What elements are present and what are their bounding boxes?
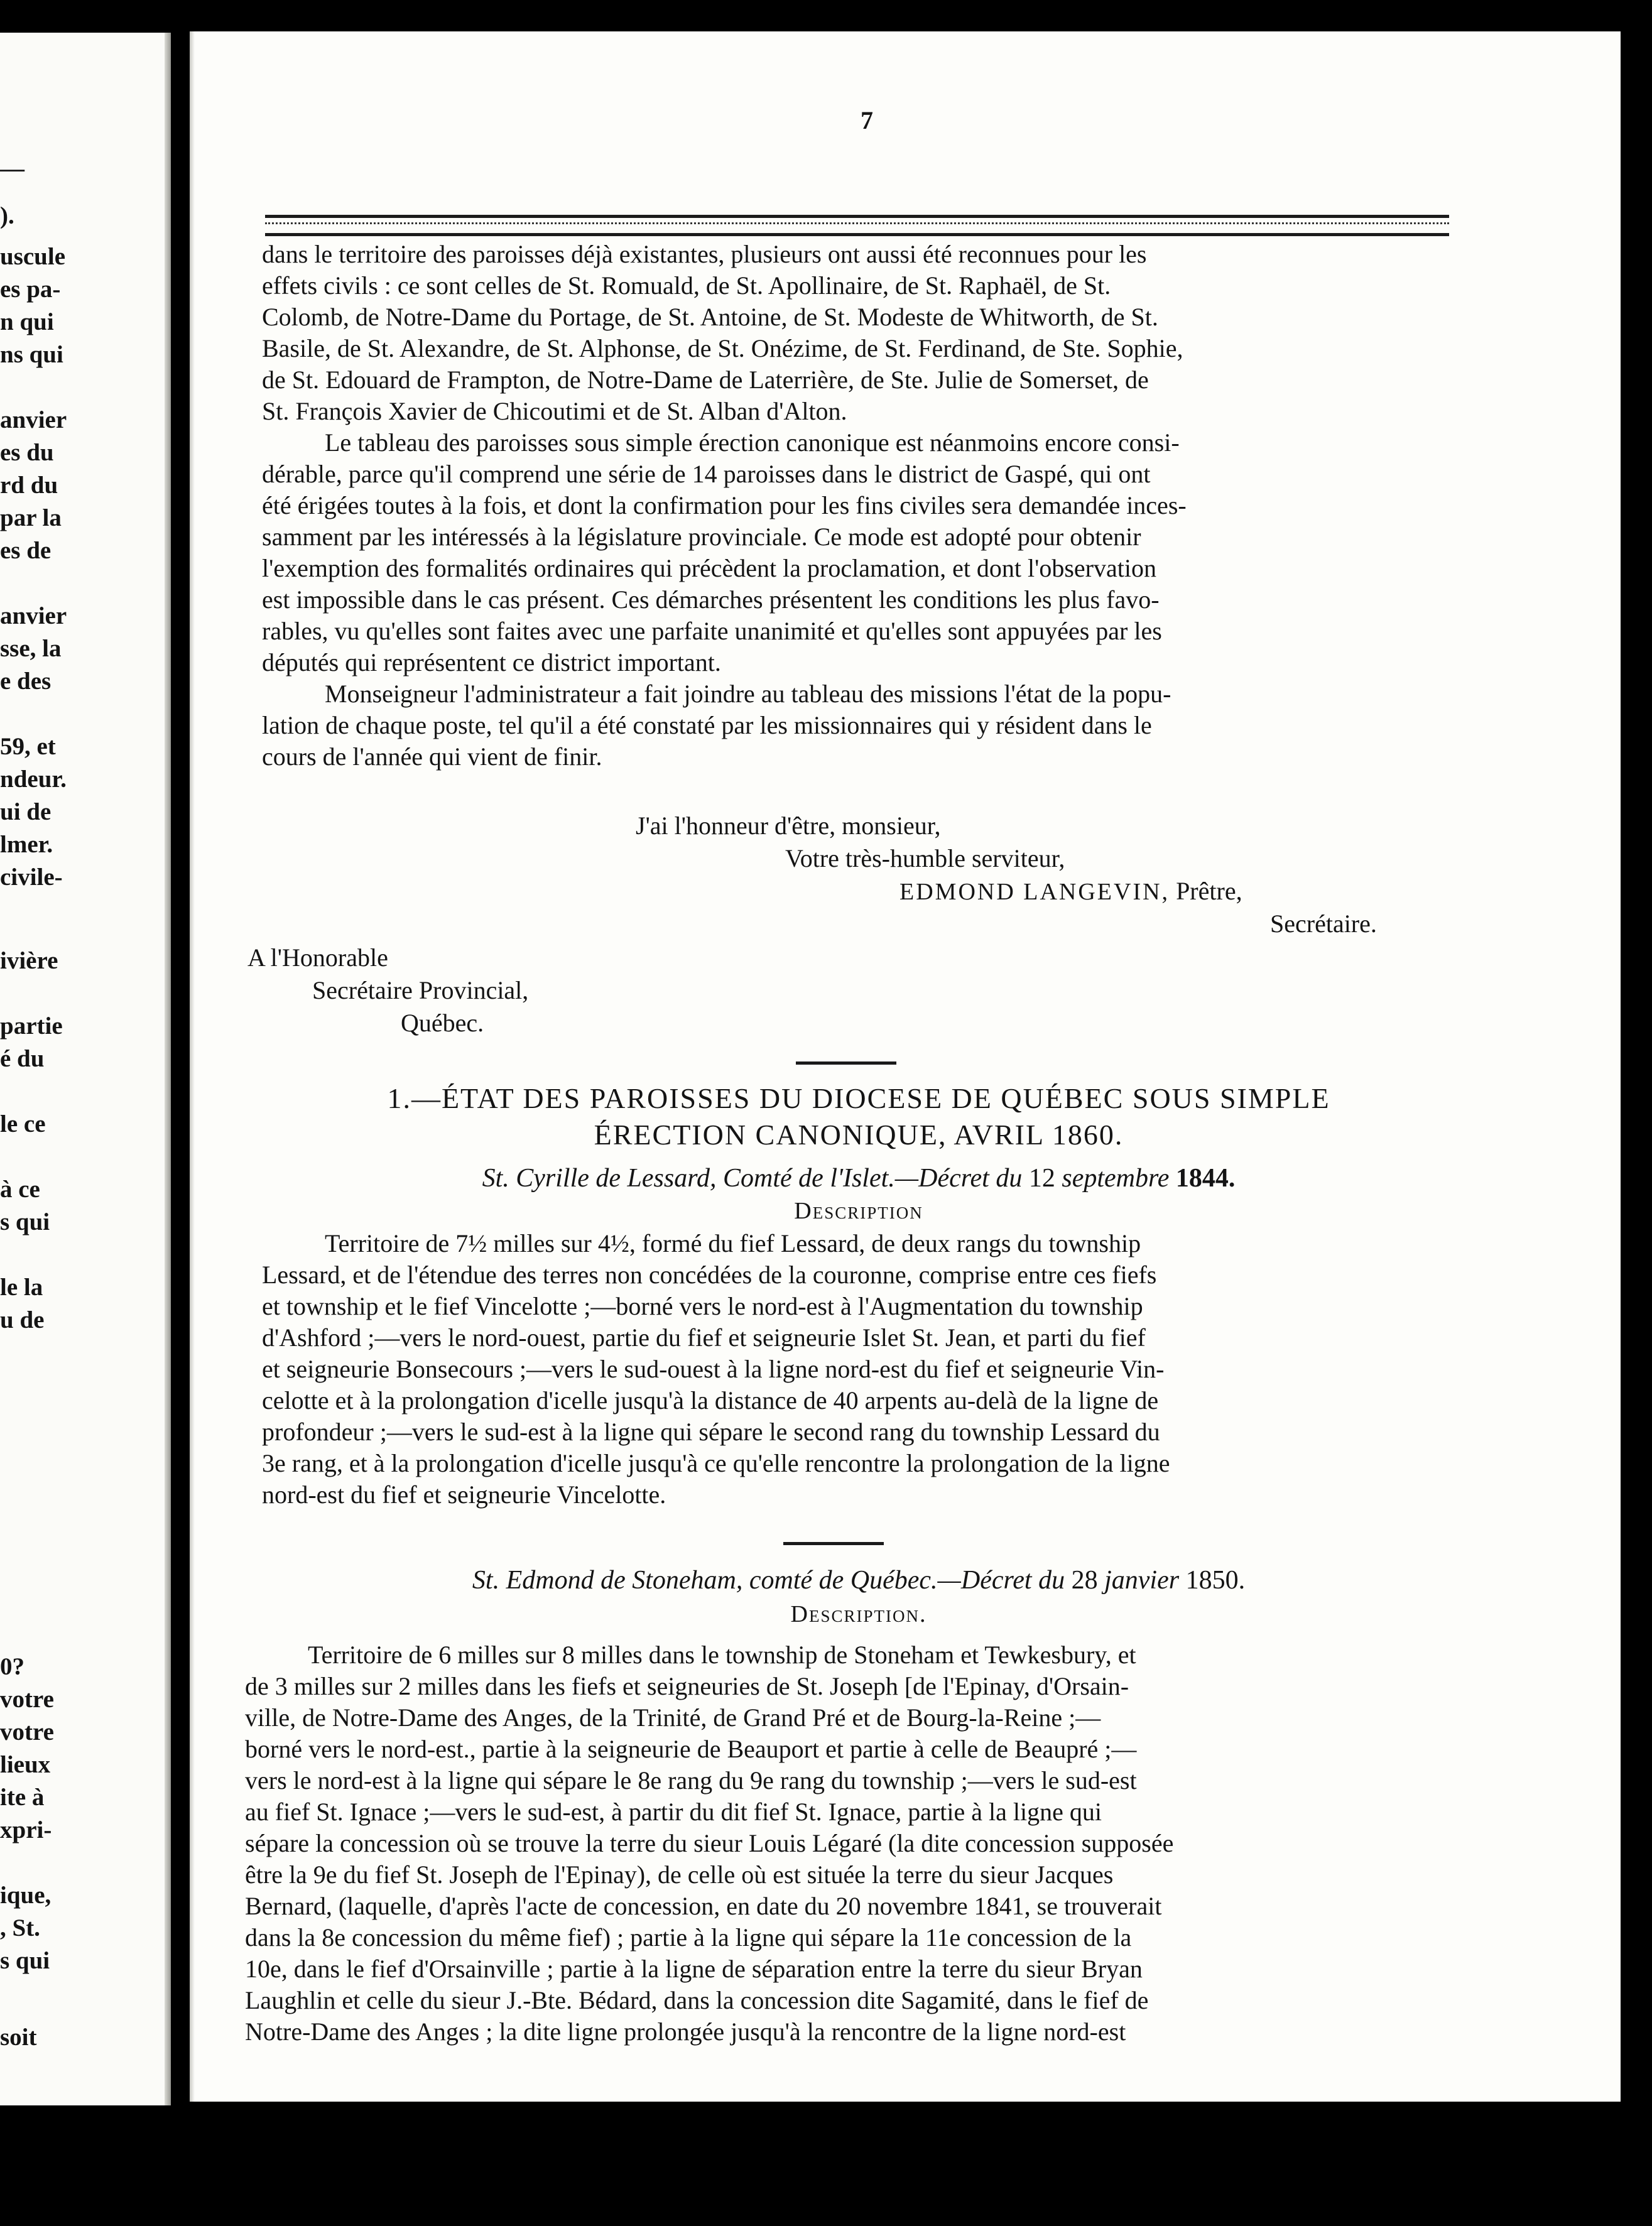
text-line: profondeur ;—vers le sud-est à la ligne qui sépare le second rang du township Lessard du [262,1418,1160,1446]
adjacent-page-fragment [0,33,171,2105]
adjacent-page-fragment-line: xpri- [0,1816,52,1843]
paragraph-tableau [262,427,1452,678]
adjacent-page-fragment-line: rd du [0,472,58,499]
closing-servant: Votre très-humble serviteur, [785,844,1065,872]
adjacent-page-fragment-line: à ce [0,1176,40,1203]
entry-body-cyrille [262,1228,1452,1511]
text-line: 3e rang, et à la prolongation d'icelle jusqu'à ce qu'elle rencontre la prolongation de la ligne [262,1449,1170,1477]
adjacent-page-fragment-line: sse, la [0,635,62,662]
entry-title-edmond [265,1564,1452,1597]
text-line: Bernard, (laquelle, d'après l'acte de concession, en date du 20 novembre 1841, se trouverait [245,1892,1162,1920]
text-line: Territoire de 6 milles sur 8 milles dans le township de Stoneham et Tewkesbury, et [308,1641,1136,1669]
entry-title-day: 12 [1028,1164,1055,1193]
entry-title-text: St. Cyrille de Lessard, Comté de l'Islet.—Décret du [482,1164,1023,1193]
adjacent-page-fragment-line: lieux [0,1751,51,1778]
text-line: 10e, dans le fief d'Orsainville ; partie à la ligne de séparation entre la terre du sieur Bryan [245,1955,1143,1983]
text-line: cours de l'année qui vient de finir. [262,742,602,771]
signature-role: Secrétaire. [1270,909,1377,938]
text-line: Basile, de St. Alexandre, de St. Alphonse, de St. Onézime, de St. Ferdinand, de Ste. Sophie, [262,334,1183,362]
text-line: Lessard, et de l'étendue des terres non concédées de la couronne, comprise entre ces fiefs [262,1261,1157,1289]
text-line: dérable, parce qu'il comprend une série de 14 paroisses dans le district de Gaspé, qui ont [262,460,1151,488]
section-heading-line-1: 1.—ÉTAT DES PAROISSES DU DIOCESE DE QUÉBEC SOUS SIMPLE [387,1082,1330,1114]
entry-title-cyrille [265,1162,1452,1195]
adjacent-page-fragment-line: uscule [0,243,66,270]
text-line: vers le nord-est à la ligne qui sépare le 8e rang du 9e rang du township ;—vers le sud-est [245,1766,1137,1794]
adjacent-page-fragment-line: 0? [0,1653,24,1680]
entry-title-text: St. Edmond de Stoneham, comté de Québec.—Décret du [472,1566,1065,1595]
text-line: effets civils : ce sont celles de St. Romuald, de St. Apollinaire, de St. Raphaël, de St. [262,271,1111,300]
text-line: dans la 8e concession du même fief) ; partie à la ligne qui sépare la 11e concession de la [245,1923,1132,1952]
adjacent-page-fragment-line: civile- [0,864,63,891]
adjacent-page-fragment-line: soit [0,2024,37,2051]
adjacent-page-fragment-line: ui de [0,798,52,825]
adjacent-page-fragment-line: ns qui [0,341,63,368]
intro-paragraph [262,239,1452,427]
text-line: lation de chaque poste, tel qu'il a été constaté par les missionnaires qui y résident dans le [262,711,1152,739]
section-divider [796,1061,896,1065]
paragraph-monseigneur [262,678,1452,773]
entry-body-edmond [245,1639,1452,2048]
text-line: nord-est du fief et seigneurie Vincelotte. [262,1480,666,1509]
text-line: Laughlin et celle du sieur J.-Bte. Bédard, dans la concession dite Sagamité, dans le fief de [245,1986,1149,2014]
text-line: ville, de Notre-Dame des Anges, de la Trinité, de Grand Pré et de Bourg-la-Reine ;— [245,1703,1101,1732]
closing-salutation: J'ai l'honneur d'être, monsieur, [636,812,941,840]
adjacent-page-fragment-line: 59, et [0,733,56,760]
description-label: Description. [790,1601,927,1627]
adjacent-page-fragment-line: votre [0,1686,54,1713]
page-edge-shadow [190,31,195,2102]
adjacent-page-fragment-line: es du [0,439,54,466]
text-line: samment par les intéressés à la législature provinciale. Ce mode est adopté pour obtenir [262,523,1141,551]
entry-title-day: 28 [1071,1566,1098,1595]
adjacent-page-fragment-line: s qui [0,1208,50,1235]
text-line: l'exemption des formalités ordinaires qui précèdent la proclamation, et dont l'observation [262,554,1156,582]
adjacent-page-fragment-line: , St. [0,1914,40,1941]
header-rule [265,215,1449,236]
page-number: 7 [861,106,873,134]
entry-title-year: 1844. [1175,1164,1236,1193]
text-line: rables, vu qu'elles sont faites avec une parfaite unanimité et qu'elles sont appuyées par les [262,617,1162,645]
text-line: de 3 milles sur 2 milles dans les fiefs et seigneuries de St. Joseph [de l'Epinay, d'Orsain- [245,1672,1129,1700]
text-line: députés qui représentent ce district important. [262,648,721,676]
adjacent-page-fragment-line: es pa- [0,276,61,303]
adjacent-page-fragment-line: anvier [0,602,67,629]
signature-title: Prêtre, [1176,877,1242,905]
adjacent-page-fragment-line: — [0,155,24,182]
text-line: dans le territoire des paroisses déjà existantes, plusieurs ont aussi été reconnues pour les [262,240,1147,268]
text-line: de St. Edouard de Frampton, de Notre-Dame de Laterrière, de Ste. Julie de Somerset, de [262,366,1149,394]
description-label: Description [794,1198,923,1224]
adjacent-page-fragment-line: le ce [0,1110,46,1137]
text-line: Colomb, de Notre-Dame du Portage, de St. Antoine, de St. Modeste de Whitworth, de St. [262,303,1158,331]
adjacent-page-fragment-line: s qui [0,1947,50,1974]
text-line: Monseigneur l'administrateur a fait joindre au tableau des missions l'état de la popu- [325,680,1171,708]
adjacent-page-fragment-line: votre [0,1718,54,1746]
text-line: Territoire de 7½ milles sur 4½, formé du fief Lessard, de deux rangs du township [325,1229,1141,1257]
adjacent-page-fragment-line: partie [0,1013,63,1040]
text-line: Notre-Dame des Anges ; la dite ligne prolongée jusqu'à la rencontre de la ligne nord-est [245,2017,1126,2046]
text-line: celotte et à la prolongation d'icelle jusqu'à la distance de 40 arpents au-delà de la ligne de [262,1386,1159,1414]
addressee-line-2: Secrétaire Provincial, [312,976,529,1004]
adjacent-page-fragment-line: ). [0,202,14,229]
text-line: et township et le fief Vincelotte ;—borné vers le nord-est à l'Augmentation du township [262,1292,1143,1320]
text-line: été érigées toutes à la fois, et dont la confirmation pour les fins civiles sera demandée inces- [262,491,1187,519]
adjacent-page-fragment-line: le la [0,1274,43,1301]
section-heading-line-2: ÉRECTION CANONIQUE, AVRIL 1860. [594,1119,1124,1151]
text-line: être la 9e du fief St. Joseph de l'Epinay), de celle où est située la terre du sieur Jacques [245,1860,1114,1889]
text-line: et seigneurie Bonsecours ;—vers le sud-ouest à la ligne nord-est du fief et seigneurie Vin- [262,1355,1165,1383]
text-line: sépare la concession où se trouve la terre du sieur Louis Légaré (la dite concession supposée [245,1829,1174,1857]
adjacent-page-fragment-line: par la [0,504,62,531]
adjacent-page-fragment-line: ite à [0,1784,45,1811]
adjacent-page-fragment-line: é du [0,1045,45,1072]
adjacent-page-fragment-line: ique, [0,1882,52,1909]
adjacent-page-fragment-line: u de [0,1306,45,1333]
main-page [190,31,1621,2102]
addressee-line-1: A l'Honorable [247,943,388,972]
text-line: borné vers le nord-est., partie à la seigneurie de Beauport et partie à celle de Beaupré ;— [245,1735,1137,1763]
entry-title-month: janvier [1104,1566,1180,1595]
adjacent-page-fragment-line: lmer. [0,831,53,858]
adjacent-page-fragment-line: es de [0,537,52,564]
adjacent-page-fragment-line: ndeur. [0,766,67,793]
adjacent-page-fragment-line: ivière [0,947,58,974]
text-line: d'Ashford ;—vers le nord-ouest, partie du fief et seigneurie Islet St. Jean, et parti du fief [262,1323,1146,1352]
adjacent-page-fragment-line: e des [0,668,52,695]
text-line: est impossible dans le cas présent. Ces démarches présentent les conditions les plus favo- [262,585,1160,614]
entry-divider [783,1542,884,1545]
addressee-line-3: Québec. [401,1009,484,1037]
page-fold-shadow [165,33,171,2105]
text-line: Le tableau des paroisses sous simple érection canonique est néanmoins encore consi- [325,428,1180,457]
adjacent-page-fragment-line: n qui [0,308,54,335]
entry-title-year: 1850. [1185,1566,1246,1595]
adjacent-page-fragment-line: anvier [0,406,67,433]
signature [899,876,1242,908]
signature-name: EDMOND LANGEVIN, [899,879,1170,905]
text-line: St. François Xavier de Chicoutimi et de St. Alban d'Alton. [262,397,847,425]
entry-title-month: septembre [1062,1164,1170,1193]
text-line: au fief St. Ignace ;—vers le sud-est, à partir du dit fief St. Ignace, partie à la ligne qui [245,1798,1102,1826]
